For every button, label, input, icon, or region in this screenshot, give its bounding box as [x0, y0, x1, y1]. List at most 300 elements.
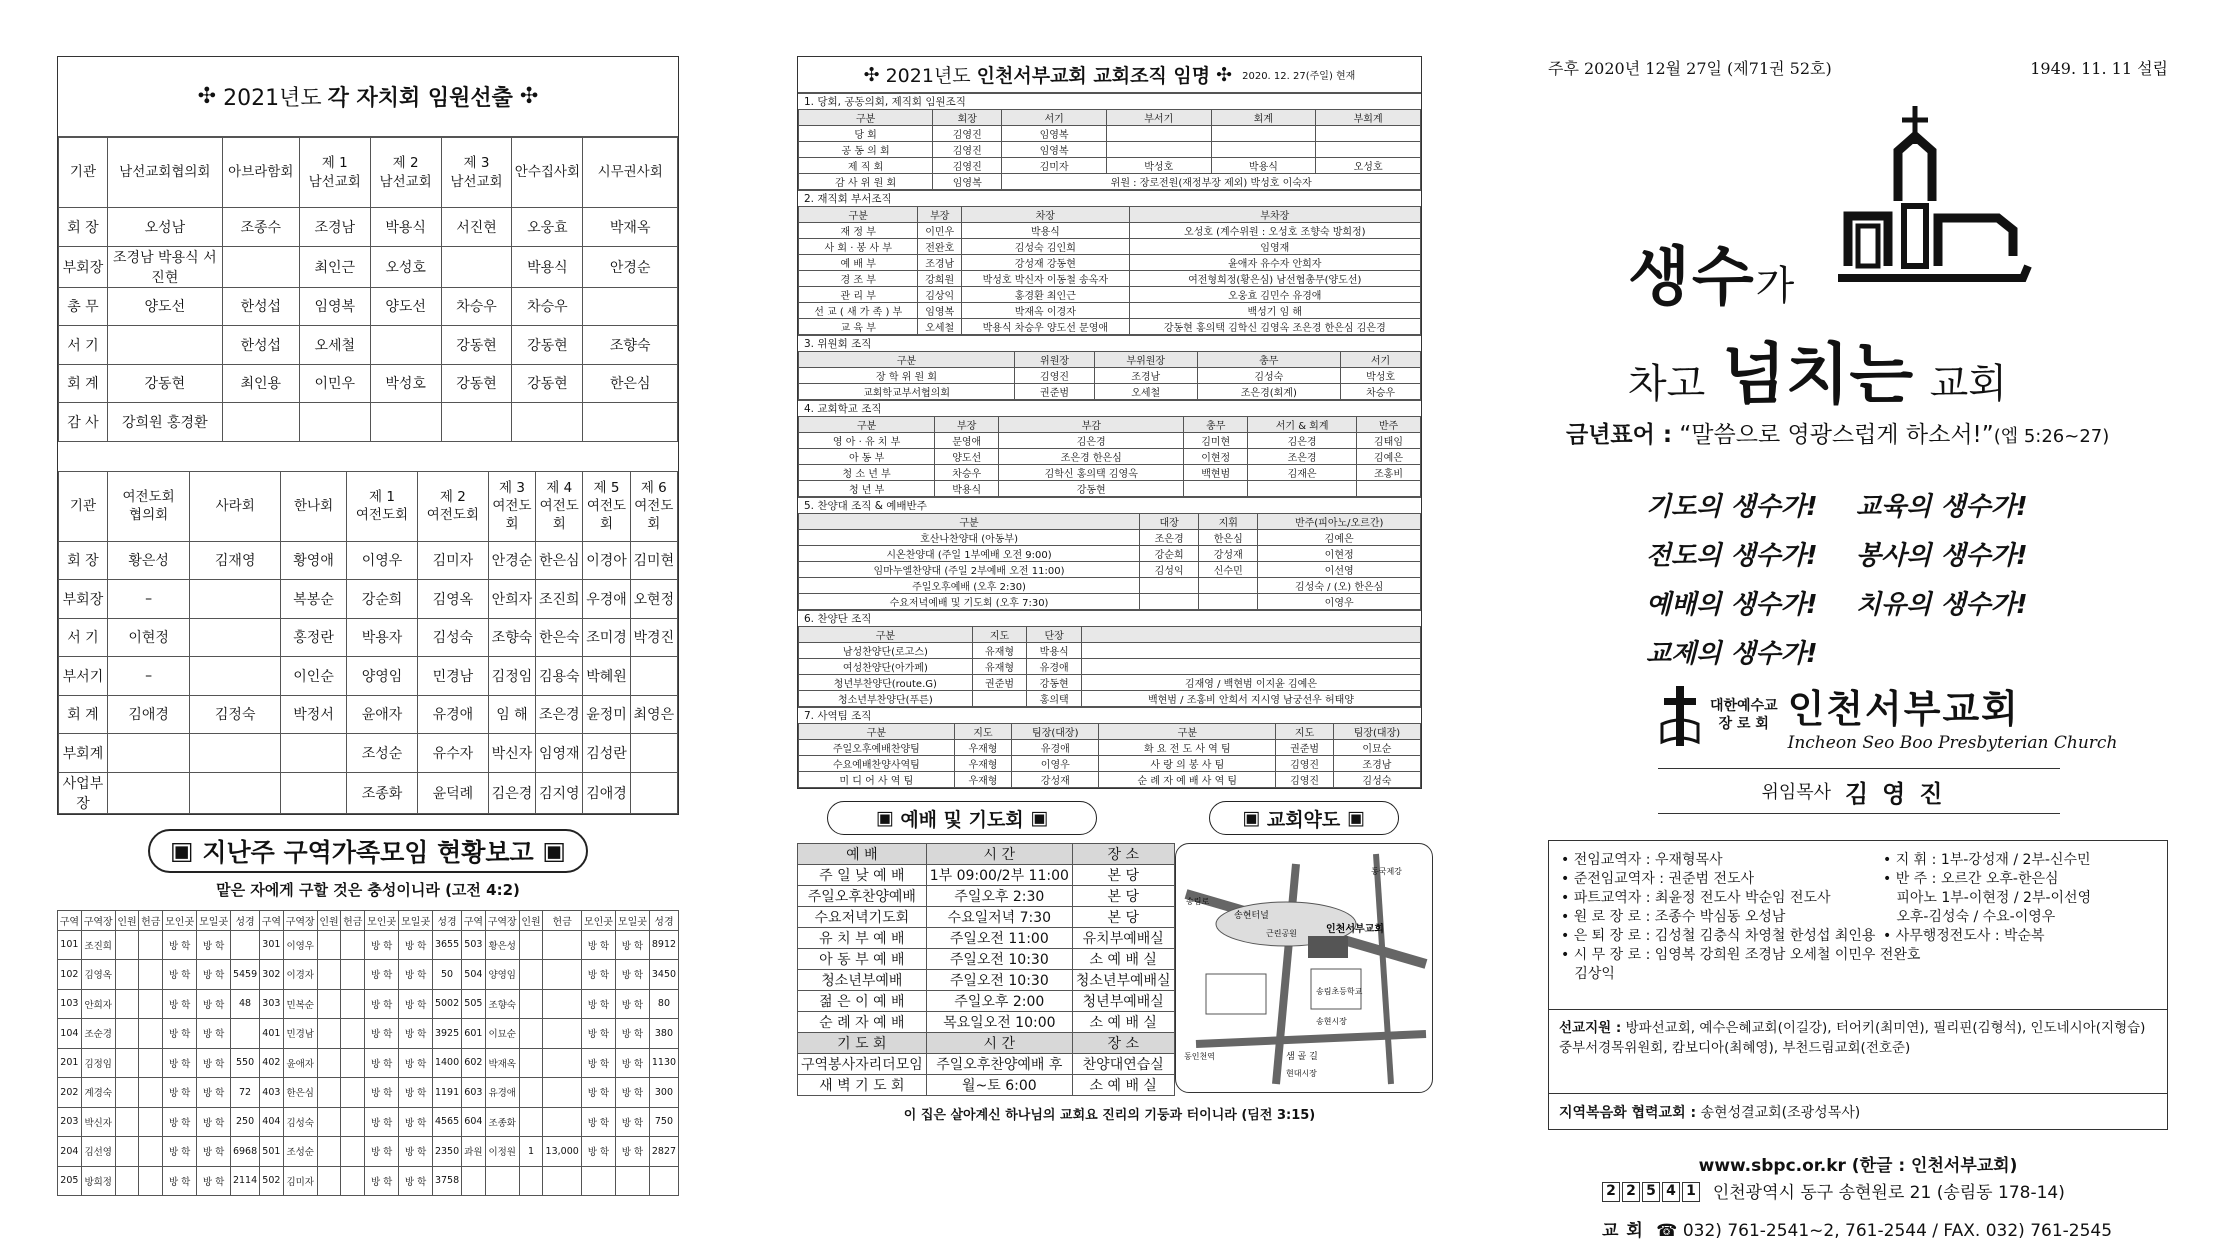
table-header: [58, 910, 679, 930]
table-cell: [543, 930, 582, 960]
staff-left: [1561, 851, 1921, 984]
table-cell: 회장: [933, 110, 1002, 126]
table-cell: 구분: [1099, 724, 1276, 740]
table-cell: 김정임: [488, 657, 535, 696]
table-cell: 강희원 홍경환: [107, 403, 222, 442]
map-label-3: 근린공원: [1265, 929, 1297, 938]
table-cell: 남선교회협의회: [107, 138, 222, 208]
table-cell: 부서기: [59, 657, 108, 696]
table-cell: 구분: [799, 627, 973, 643]
table-row: [799, 449, 1421, 465]
table-cell: [341, 930, 365, 960]
organization-panel: [797, 56, 1422, 1123]
org-table: [798, 416, 1421, 497]
table-cell: 순 례 자 예 배: [798, 1012, 927, 1033]
zip-digit: 4: [1662, 1182, 1680, 1202]
table-cell: 8912: [649, 930, 678, 960]
table-cell: 위원장: [1015, 352, 1095, 368]
table-cell: 강동현: [1027, 675, 1082, 691]
table-cell: 경 조 부: [799, 271, 918, 287]
table-cell: [1081, 659, 1420, 675]
table-cell: 모일곳: [399, 910, 433, 930]
table-row: [798, 949, 1175, 970]
table-cell: 청년부찬양단(route.G): [799, 675, 973, 691]
table-cell: 2114: [231, 1166, 260, 1196]
table-cell: 윤애자: [347, 695, 418, 734]
table-cell: 김상익: [918, 287, 962, 303]
table-cell: [190, 657, 281, 696]
table-row: [799, 255, 1421, 271]
table-cell: 영 아 · 유 치 부: [799, 433, 935, 449]
table-cell: 방 학: [615, 930, 649, 960]
table-cell: 방 학: [399, 1107, 433, 1137]
table-cell: 50: [433, 960, 462, 990]
table-cell: 604: [462, 1107, 486, 1137]
table-cell: [59, 441, 678, 471]
table-cell: 김영진: [1276, 756, 1334, 772]
table-cell: 수요저녁기도회: [798, 907, 927, 928]
table-cell: 오성호: [1316, 158, 1421, 174]
table-cell: 양도선: [107, 287, 222, 326]
table-cell: 방 학: [365, 1019, 399, 1049]
slogan-line-2: 차고 넘치는 교회: [1628, 336, 2007, 413]
table-cell: [139, 1107, 163, 1137]
table-cell: 조은경: [536, 695, 583, 734]
table-cell: 제 3 남선교회: [441, 138, 512, 208]
table-cell: 13,000: [543, 1137, 582, 1167]
table-cell: [341, 1107, 365, 1137]
table-cell: 박재옥 이경자: [962, 303, 1130, 319]
table-cell: 김애경: [107, 695, 189, 734]
table-cell: [972, 691, 1027, 707]
table-cell: [441, 246, 512, 287]
section-title: ▣ 지난주 구역가족모임 현황보고 ▣: [148, 829, 588, 873]
table-row: [58, 1107, 679, 1137]
table-cell: 101: [58, 930, 82, 960]
table-cell: 3925: [433, 1019, 462, 1049]
table-cell: 김미자: [283, 1166, 317, 1196]
table-row: [799, 271, 1421, 287]
table-cell: [462, 1166, 486, 1196]
table-cell: 조진희: [81, 930, 115, 960]
local-partner: 지역복음화 협력교회 : 송현성결교회(조광성목사): [1549, 1093, 2167, 1130]
table-cell: 재 정 부: [799, 223, 918, 239]
table-cell: 방 학: [399, 1166, 433, 1196]
table-cell: 제 2 여전도회: [417, 471, 488, 541]
table-cell: [281, 772, 347, 813]
website-link[interactable]: www.sbpc.or.kr (한글 : 인천서부교회): [1698, 1156, 2018, 1176]
table-cell: 오성호 (계수위원 : 오성호 조향숙 방희정): [1129, 223, 1420, 239]
table-cell: 찬양대연습실: [1072, 1054, 1174, 1075]
table-cell: 조홍비: [1357, 465, 1421, 481]
table-cell: 박성호: [1341, 368, 1421, 384]
table-cell: 제 1 여전도회: [347, 471, 418, 541]
table-cell: 방 학: [197, 989, 231, 1019]
table-cell: [317, 1107, 341, 1137]
table-cell: 김정숙: [190, 695, 281, 734]
table-cell: 안희자: [81, 989, 115, 1019]
table-cell: 구역: [260, 910, 284, 930]
table-cell: 방 학: [615, 1019, 649, 1049]
table-cell: [519, 989, 543, 1019]
table-header: [799, 514, 1421, 530]
table-cell: 제 5 여전도회: [583, 471, 630, 541]
table-cell: 인원: [519, 910, 543, 930]
table-cell: [583, 287, 678, 326]
table-cell: 502: [260, 1166, 284, 1196]
table-cell: 헌금: [341, 910, 365, 930]
staff-line: • 전임교역자 : 우재형목사: [1561, 852, 1723, 868]
table-row: [799, 643, 1421, 659]
table-cell: 방 학: [365, 930, 399, 960]
table-cell: 소 예 배 실: [1072, 949, 1174, 970]
table-row: [799, 675, 1421, 691]
table-cell: 방 학: [615, 1137, 649, 1167]
table-cell: 방 학: [197, 1019, 231, 1049]
table-row: [59, 246, 678, 287]
table-cell: 청소년부예배실: [1072, 970, 1174, 991]
table-cell: 새 벽 기 도 회: [798, 1075, 927, 1096]
table-row: [799, 223, 1421, 239]
prayer-item: 치유의 생수가!: [1856, 590, 2028, 620]
table-cell: 오현정: [630, 580, 677, 619]
table-cell: 주일오전 10:30: [926, 970, 1072, 991]
table-cell: [543, 1107, 582, 1137]
table-cell: 방 학: [163, 1078, 197, 1108]
table-cell: 기관: [59, 471, 108, 541]
table-cell: 김성숙 김인희: [962, 239, 1130, 255]
table-cell: [1211, 142, 1316, 158]
org-section-title: 6. 찬양단 조직: [798, 610, 1421, 626]
table-cell: [1357, 481, 1421, 497]
table-cell: 방 학: [365, 1137, 399, 1167]
table-cell: 임마누엘찬양대 (주일 2부예배 오전 11:00): [799, 562, 1140, 578]
church-name: 인천서부교회: [1787, 687, 2020, 731]
table-cell: [341, 1048, 365, 1078]
table-cell: 방 학: [399, 1137, 433, 1167]
table-cell: 한성섭: [222, 287, 299, 326]
table-cell: 주일오후예배찬양팀: [799, 740, 955, 756]
table-cell: [615, 1166, 649, 1196]
church-name-block: [1788, 678, 2118, 753]
table-cell: 방 학: [197, 930, 231, 960]
table-cell: 2827: [649, 1137, 678, 1167]
table-cell: 지도: [1276, 724, 1334, 740]
table-cell: 조은경: [1140, 530, 1199, 546]
table-cell: [581, 1166, 615, 1196]
table-cell: 소 예 배 실: [1072, 1075, 1174, 1096]
table-row: [798, 970, 1175, 991]
table-cell: 임영복: [1002, 142, 1107, 158]
map-label-2: 동국제강: [1370, 867, 1402, 876]
table-cell: 5459: [231, 960, 260, 990]
table-row: [799, 368, 1421, 384]
table-cell: [630, 734, 677, 773]
table-cell: [317, 1019, 341, 1049]
table-cell: 서기: [1002, 110, 1107, 126]
table-cell: 구역: [58, 910, 82, 930]
table-cell: 방 학: [163, 1107, 197, 1137]
zip-code: [1602, 1180, 1702, 1202]
table-cell: 헌금: [139, 910, 163, 930]
table-cell: 601: [462, 1019, 486, 1049]
table-cell: 조경남: [1333, 756, 1420, 772]
table-cell: 조향숙: [583, 326, 678, 365]
table-cell: 유경애: [417, 695, 488, 734]
table-cell: 이선영: [1258, 562, 1421, 578]
table-cell: 김성숙: [1333, 772, 1420, 788]
table-cell: 유경애: [1012, 740, 1099, 756]
table-cell: 모인곳: [581, 910, 615, 930]
table-row: [798, 1012, 1175, 1033]
table-cell: 주일오후예배 (오후 2:30): [799, 578, 1140, 594]
map-label-5: 동인천역: [1183, 1052, 1215, 1061]
prayer-item: 봉사의 생수가!: [1856, 541, 2028, 571]
table-cell: 방 학: [399, 1078, 433, 1108]
table-cell: 사 회 · 봉 사 부: [799, 239, 918, 255]
table-header: [799, 110, 1421, 126]
table-cell: [139, 989, 163, 1019]
table-cell: [583, 403, 678, 442]
table-cell: 팀장(대장): [1333, 724, 1420, 740]
table-cell: 시 간: [926, 844, 1072, 865]
table-cell: 방 학: [163, 989, 197, 1019]
table-cell: 소 예 배 실: [1072, 1012, 1174, 1033]
table-cell: 강순희: [347, 580, 418, 619]
table-cell: –: [107, 580, 189, 619]
table-header: [798, 1033, 1175, 1054]
table-cell: 황영애: [281, 541, 347, 580]
table-cell: 방 학: [581, 1107, 615, 1137]
table-cell: 전완호: [918, 239, 962, 255]
table-row: [799, 740, 1421, 756]
table-cell: 청년부예배실: [1072, 991, 1174, 1012]
table-cell: 관 리 부: [799, 287, 918, 303]
table-cell: 윤정미: [583, 695, 630, 734]
table-header: [799, 627, 1421, 643]
table-cell: 602: [462, 1048, 486, 1078]
org-table: [798, 109, 1421, 190]
table-cell: [139, 930, 163, 960]
table-cell: [107, 734, 189, 773]
table-cell: 공 동 의 회: [799, 142, 933, 158]
table-cell: 부차장: [1129, 207, 1420, 223]
table-cell: 김성숙 / (오) 한은심: [1258, 578, 1421, 594]
table-cell: 서진현: [441, 208, 512, 247]
table-cell: 양영임: [485, 960, 519, 990]
table-cell: 한은숙: [536, 618, 583, 657]
table-cell: [115, 1048, 139, 1078]
table-cell: 조경남: [918, 255, 962, 271]
table-cell: 조진희: [536, 580, 583, 619]
table-cell: 총무: [1184, 417, 1248, 433]
table-cell: 방 학: [197, 1048, 231, 1078]
table-cell: 조종화: [347, 772, 418, 813]
table-cell: [115, 1078, 139, 1108]
table-cell: 구분: [799, 207, 918, 223]
table-cell: 부회계: [59, 734, 108, 773]
table-cell: 여전형희정(황은심) 남선협총무(양도선): [1129, 271, 1420, 287]
table-cell: [370, 403, 441, 442]
org-section-title: 7. 사역팀 조직: [798, 707, 1421, 723]
staff-line: 김상익: [1561, 966, 1615, 982]
table-cell: 강순희: [1140, 546, 1199, 562]
table-cell: 윤애자: [283, 1048, 317, 1078]
table-cell: 차승우: [441, 287, 512, 326]
organization-box: [797, 56, 1422, 789]
table-cell: [139, 1048, 163, 1078]
table-cell: 강동현: [512, 364, 583, 403]
table-cell: 제 2 남선교회: [370, 138, 441, 208]
table-cell: 이경아: [583, 541, 630, 580]
table-cell: 302: [260, 960, 284, 990]
table-row: [58, 1048, 679, 1078]
table-cell: 부위원장: [1094, 352, 1197, 368]
zip-digit: 2: [1622, 1182, 1640, 1202]
table-cell: 구분: [799, 724, 955, 740]
table-cell: 3758: [433, 1166, 462, 1196]
table-row: [58, 1078, 679, 1108]
table-cell: 박신자: [81, 1107, 115, 1137]
table-cell: 301: [260, 930, 284, 960]
table-cell: 양도선: [370, 287, 441, 326]
table-cell: 72: [231, 1078, 260, 1108]
table-cell: 김영진: [933, 126, 1002, 142]
table-cell: 남성찬양단(로고스): [799, 643, 973, 659]
prayer-list: [1646, 486, 2066, 670]
table-cell: [519, 1107, 543, 1137]
table-cell: 조미경: [583, 618, 630, 657]
table-cell: 성경: [433, 910, 462, 930]
table-cell: 방 학: [197, 1078, 231, 1108]
table-cell: 서기: [1341, 352, 1421, 368]
table-cell: 조경남 박용식 서진현: [107, 246, 222, 287]
table-row: [799, 126, 1421, 142]
table-cell: 방 학: [163, 1166, 197, 1196]
table-cell: 최인용: [222, 364, 299, 403]
staff-line: • 사무행정전도사 : 박순복: [1883, 928, 2045, 944]
table-cell: 윤애자 유수자 안희자: [1129, 255, 1420, 271]
table-cell: 방 학: [581, 989, 615, 1019]
table-cell: 김용숙: [536, 657, 583, 696]
table-cell: 이묘순: [1333, 740, 1420, 756]
table-cell: 오세철: [299, 326, 370, 365]
table-cell: 김지영: [536, 772, 583, 813]
address: 2 2 5 4 1 인천광역시 동구 송현원로 21 (송림동 178-14): [1602, 1178, 2065, 1203]
table-row: [798, 886, 1175, 907]
table-cell: –: [107, 657, 189, 696]
table-cell: [107, 326, 222, 365]
table-cell: 203: [58, 1107, 82, 1137]
table-cell: 권준범: [1276, 740, 1334, 756]
table-cell: 박용자: [347, 618, 418, 657]
table-cell: 오성남: [107, 208, 222, 247]
map-drawing: [1176, 844, 1433, 1093]
table-cell: 시무권사회: [583, 138, 678, 208]
table-cell: 503: [462, 930, 486, 960]
table-row: [799, 546, 1421, 562]
table-cell: 오성호: [370, 246, 441, 287]
table-cell: 본 당: [1072, 907, 1174, 928]
table-cell: 청소년부찬양단(푸른): [799, 691, 973, 707]
table-cell: [341, 1078, 365, 1108]
table-cell: 방 학: [365, 1078, 399, 1108]
table-row: [58, 1019, 679, 1049]
table-cell: 김성익: [1140, 562, 1199, 578]
table-cell: 202: [58, 1078, 82, 1108]
table-cell: 서 기: [59, 618, 108, 657]
table-cell: 방 학: [615, 1078, 649, 1108]
table-cell: 김미현: [1184, 433, 1248, 449]
table-cell: [519, 1166, 543, 1196]
table-cell: 김예은: [1357, 449, 1421, 465]
table-cell: 최인근: [299, 246, 370, 287]
org-table: [798, 513, 1421, 610]
zip-digit: 5: [1642, 1182, 1660, 1202]
table-cell: 이영우: [1012, 756, 1099, 772]
table-cell: [1199, 578, 1258, 594]
table-cell: 부장: [935, 417, 999, 433]
table-cell: 호산나찬양대 (아동부): [799, 530, 1140, 546]
table-cell: 안경순: [488, 541, 535, 580]
year-motto: 금년표어 : “말씀으로 영광스럽게 하소서!”(엡 5:26~27): [1566, 422, 2110, 448]
table-cell: 대장: [1140, 514, 1199, 530]
table-cell: [139, 1166, 163, 1196]
table-cell: [341, 1137, 365, 1167]
table-cell: [649, 1166, 678, 1196]
table-cell: 6968: [231, 1137, 260, 1167]
table-cell: 유경애: [1027, 659, 1082, 675]
table-cell: 최영은: [630, 695, 677, 734]
table-row: [799, 481, 1421, 497]
map-label-1: 인천서부교회: [1325, 924, 1384, 935]
table-cell: 방 학: [399, 1048, 433, 1078]
table-cell: 서 기: [59, 326, 108, 365]
table-cell: [139, 1078, 163, 1108]
table-cell: 조은경: [1248, 449, 1357, 465]
table-cell: 방 학: [581, 1048, 615, 1078]
table-cell: 김애경: [583, 772, 630, 813]
table-cell: 성경: [649, 910, 678, 930]
table-cell: 박용식: [962, 223, 1130, 239]
table-cell: 시온찬양대 (주일 1부예배 오전 9:00): [799, 546, 1140, 562]
table-cell: 504: [462, 960, 486, 990]
table-cell: 본 당: [1072, 886, 1174, 907]
table-cell: 차승우: [1341, 384, 1421, 400]
table-cell: 임영복: [299, 287, 370, 326]
table-cell: 김정임: [81, 1048, 115, 1078]
table-row: [59, 772, 678, 813]
table-cell: [190, 618, 281, 657]
table-cell: 여전도회 협의회: [107, 471, 189, 541]
table-cell: 이현정: [1184, 449, 1248, 465]
table-cell: [1199, 594, 1258, 610]
table-cell: 유재형: [972, 659, 1027, 675]
table-cell: 이민우: [918, 223, 962, 239]
table-cell: 이현정: [1258, 546, 1421, 562]
map-column: [1175, 801, 1433, 1096]
table-cell: 김재영 / 백현범 이지윤 김예은: [1081, 675, 1420, 691]
table-cell: [190, 580, 281, 619]
table-cell: 시 간: [926, 1033, 1072, 1054]
table-cell: 방 학: [581, 1137, 615, 1167]
table-cell: [341, 960, 365, 990]
table-cell: 조은경 한은심: [999, 449, 1184, 465]
mission-support: 선교지원 : 방파선교회, 예수은혜교회(이길강), 터어키(최미연), 필리핀(김형석), 인도네시아(지형습) 중부서경목위원회, 캄보디아(최혜영), 부천드림교회(전호준): [1549, 1009, 2167, 1066]
table-cell: 장 소: [1072, 1033, 1174, 1054]
staff-line: • 반 주 : 오르간 오후-한은심: [1883, 871, 2059, 887]
table-cell: 204: [58, 1137, 82, 1167]
